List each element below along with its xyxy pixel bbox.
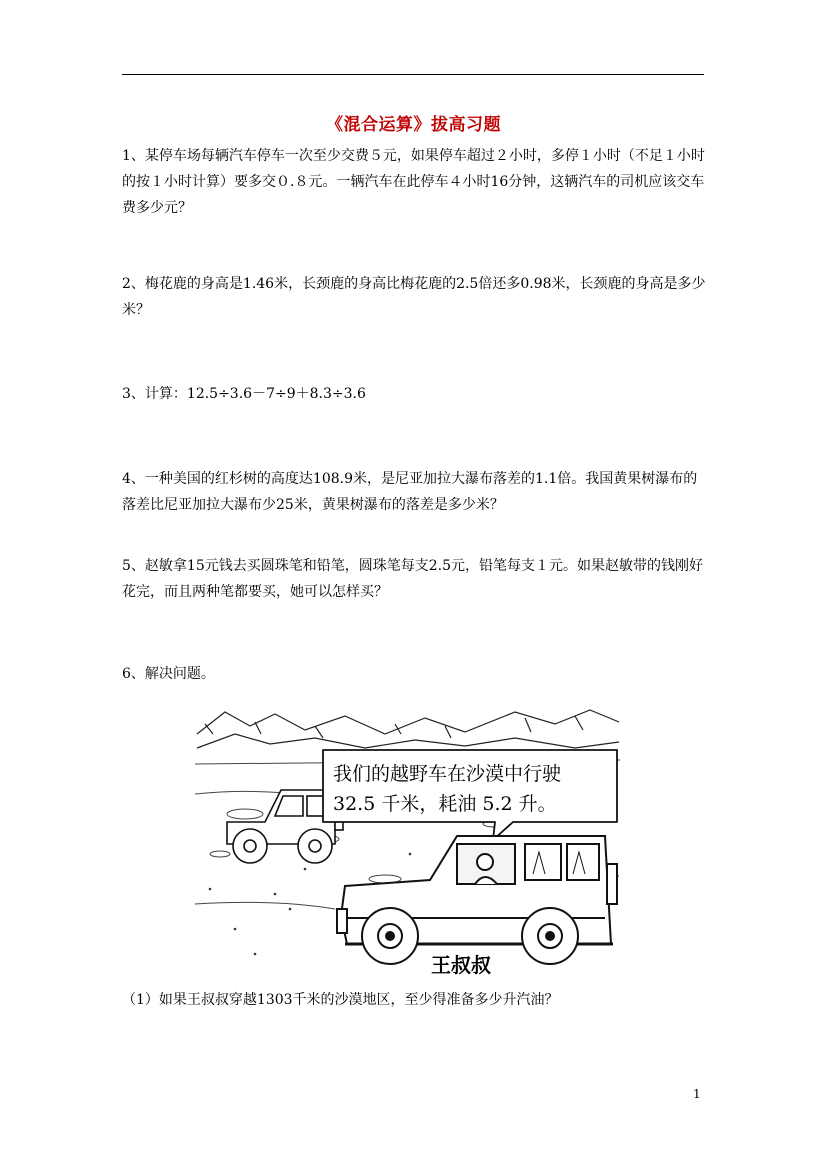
sub-question-1: （1）如果王叔叔穿越1303千米的沙漠地区，至少得准备多少升汽油？ <box>122 992 559 1008</box>
page-number: 1 <box>693 1087 701 1101</box>
question-3: 3、计算：12.5÷3.6－7÷9＋8.3÷3.6 <box>122 386 366 402</box>
speech-line-1: 我们的越野车在沙漠中行驶 <box>333 763 562 785</box>
mountain-range <box>197 710 619 748</box>
question-5: 5、赵敏拿15元钱去买圆珠笔和铅笔，圆珠笔每支2.5元，铅笔每支１元。如果赵敏带的钱刚好花完，而且两种笔都要买，她可以怎样买？ <box>122 558 703 600</box>
desert-jeep-illustration <box>195 704 620 982</box>
question-2: 2、梅花鹿的身高是1.46米，长颈鹿的身高比梅花鹿的2.5倍还多0.98米，长颈鹿的身高是多少米？ <box>122 276 706 318</box>
front-jeep <box>337 836 617 964</box>
page-title: 《混合运算》拔高习题 <box>326 115 501 135</box>
figure-caption: 王叔叔 <box>431 953 491 977</box>
question-4: 4、一种美国的红杉树的高度达108.9米，是尼亚加拉大瀑布落差的1.1倍。我国黄果树瀑布的落差比尼亚加拉大瀑布少25米，黄果树瀑布的落差是多少米？ <box>122 471 698 513</box>
driver-head <box>477 854 493 870</box>
speech-line-2: 32.5 千米，耗油 5.2 升。 <box>333 793 557 815</box>
question-6: 6、解决问题。 <box>122 666 215 682</box>
question-1: 1、某停车场每辆汽车停车一次至少交费５元，如果停车超过２小时，多停１小时（不足１小时的按１小时计算）要多交０.８元。一辆汽车在此停车４小时16分钟，这辆汽车的司机应该交车费多少元？ <box>122 148 705 216</box>
header-rule <box>122 74 704 75</box>
speech-bubble <box>323 750 617 840</box>
